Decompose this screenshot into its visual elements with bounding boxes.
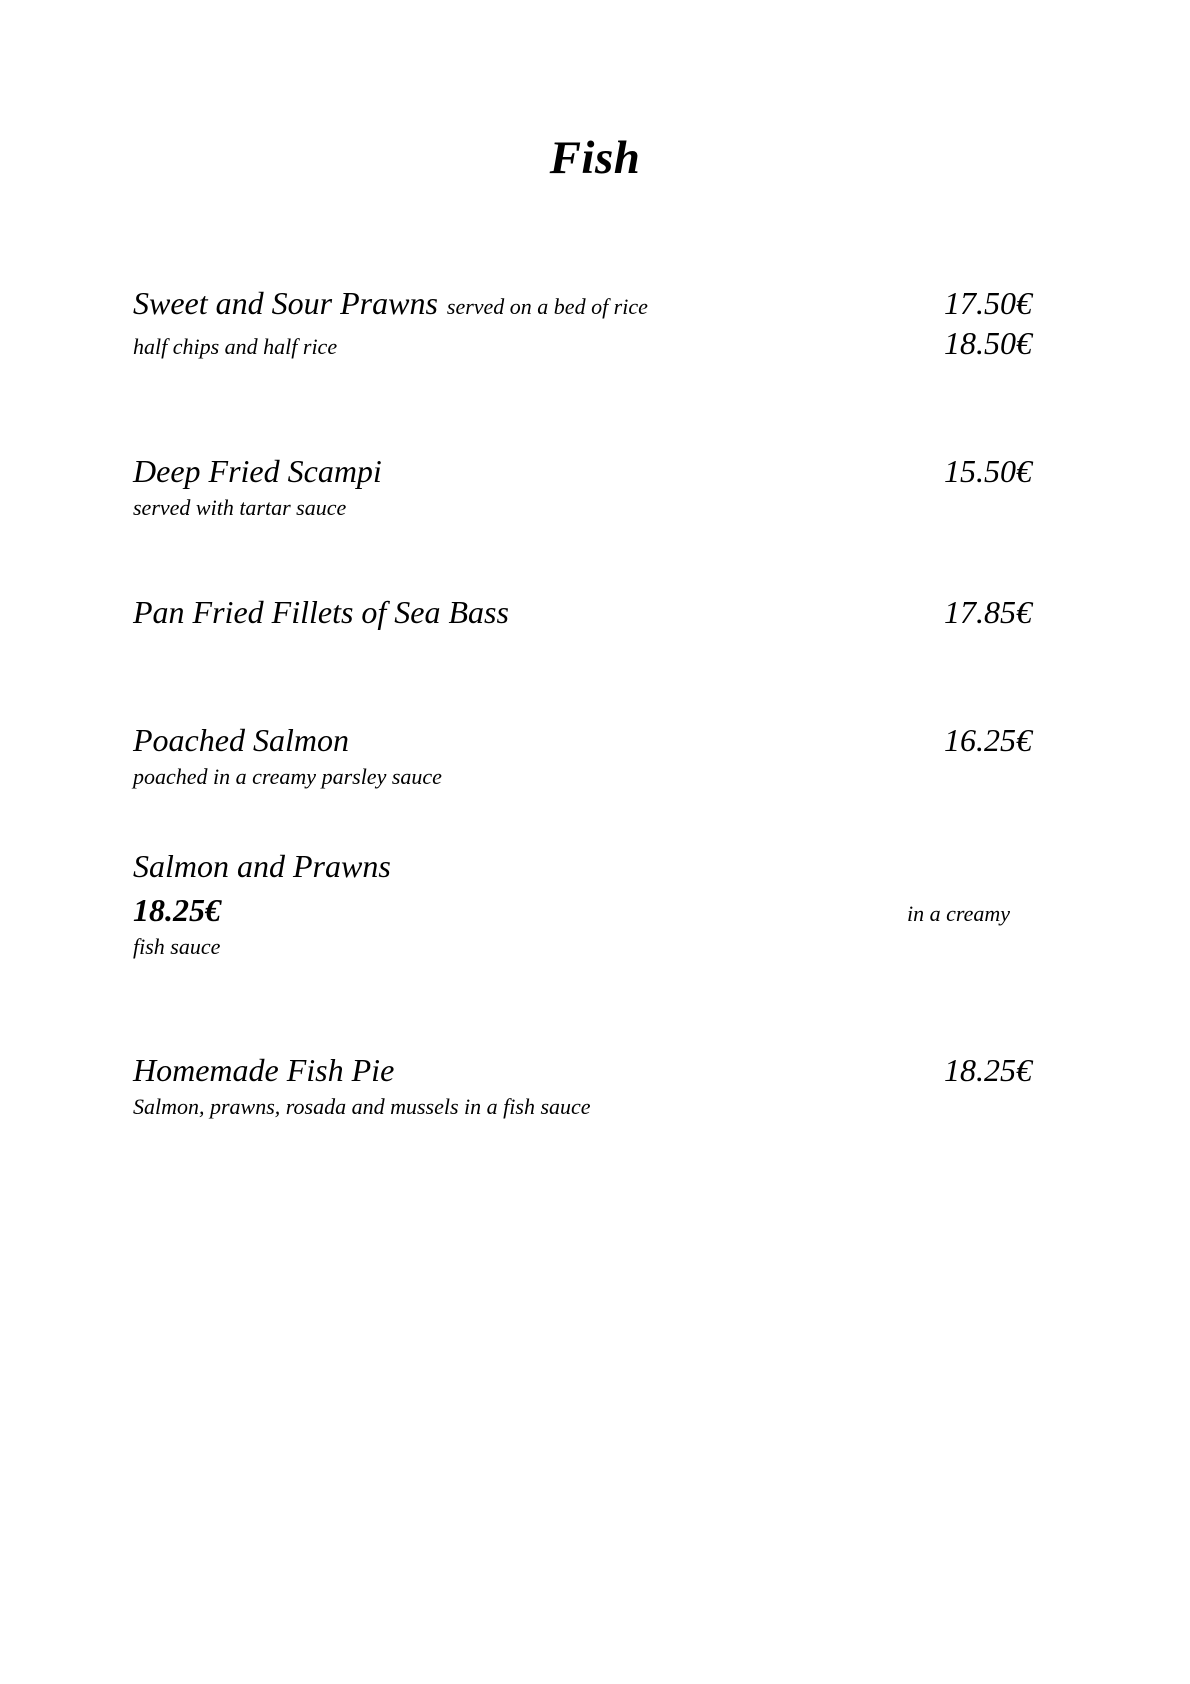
menu-item-left: [133, 283, 924, 323]
menu-item-main-row: [133, 846, 1032, 886]
menu-item-name: Pan Fried Fillets of Sea Bass: [133, 594, 509, 631]
menu-item-name: Sweet and Sour Prawns: [133, 284, 438, 321]
menu-item-name: Deep Fried Scampi: [133, 452, 382, 489]
menu-item-second-option: half chips and half rice: [133, 333, 338, 359]
menu-item-description: served with tartar sauce: [133, 494, 347, 520]
spacer: [133, 792, 1032, 846]
menu-item-deep-fried-scampi: [133, 451, 1032, 523]
menu-item-left: [133, 1050, 924, 1090]
spacer: [133, 522, 1032, 592]
menu-item-left: [133, 592, 924, 632]
menu-item-name: Salmon and Prawns: [133, 848, 391, 885]
spacer: [133, 632, 1032, 720]
menu-item-price-row: [133, 890, 1032, 930]
menu-item-main-row: [133, 720, 1032, 760]
menu-item-left: [133, 720, 924, 760]
menu-item-pan-fried-fillets-of-sea-bass: [133, 592, 1032, 632]
menu-item-description-tail: in a creamy: [906, 901, 1010, 927]
menu-item-name: Homemade Fish Pie: [133, 1051, 395, 1088]
menu-item-name: Poached Salmon: [133, 722, 349, 759]
page-title: Fish: [549, 132, 641, 184]
menu-item-price: 17.50€: [944, 284, 1032, 321]
menu-item-main-row: [133, 283, 1032, 323]
menu-item-main-row: [133, 592, 1032, 632]
menu-item-price: 15.50€: [944, 452, 1032, 489]
menu-item-description: Salmon, prawns, rosada and mussels in a fish sauce: [133, 1093, 591, 1119]
menu-item-price: 17.85€: [944, 594, 1032, 631]
menu-item-inline-description: served on a bed of rice: [446, 293, 648, 319]
menu-item-price: 18.25€: [944, 1051, 1032, 1088]
menu-item-price: 18.25€: [133, 892, 221, 929]
menu-item-second-price: 18.50€: [944, 324, 1032, 361]
menu-item-left: [133, 451, 924, 491]
menu-item-left: [133, 846, 1032, 886]
spacer: [133, 962, 1032, 1050]
menu-item-description-wrap: fish sauce: [133, 934, 221, 960]
menu-item-main-row: [133, 1050, 1032, 1090]
menu-list: [0, 283, 1190, 1122]
spacer: [133, 363, 1032, 451]
menu-item-sweet-and-sour-prawns: [133, 283, 1032, 363]
menu-item-price: 16.25€: [944, 722, 1032, 759]
menu-item-salmon-and-prawns: [133, 846, 1032, 962]
menu-item-second-row: [133, 323, 1032, 363]
menu-item-homemade-fish-pie: [133, 1050, 1032, 1122]
menu-item-poached-salmon: [133, 720, 1032, 792]
menu-item-main-row: [133, 451, 1032, 491]
menu-item-description: poached in a creamy parsley sauce: [133, 764, 442, 790]
